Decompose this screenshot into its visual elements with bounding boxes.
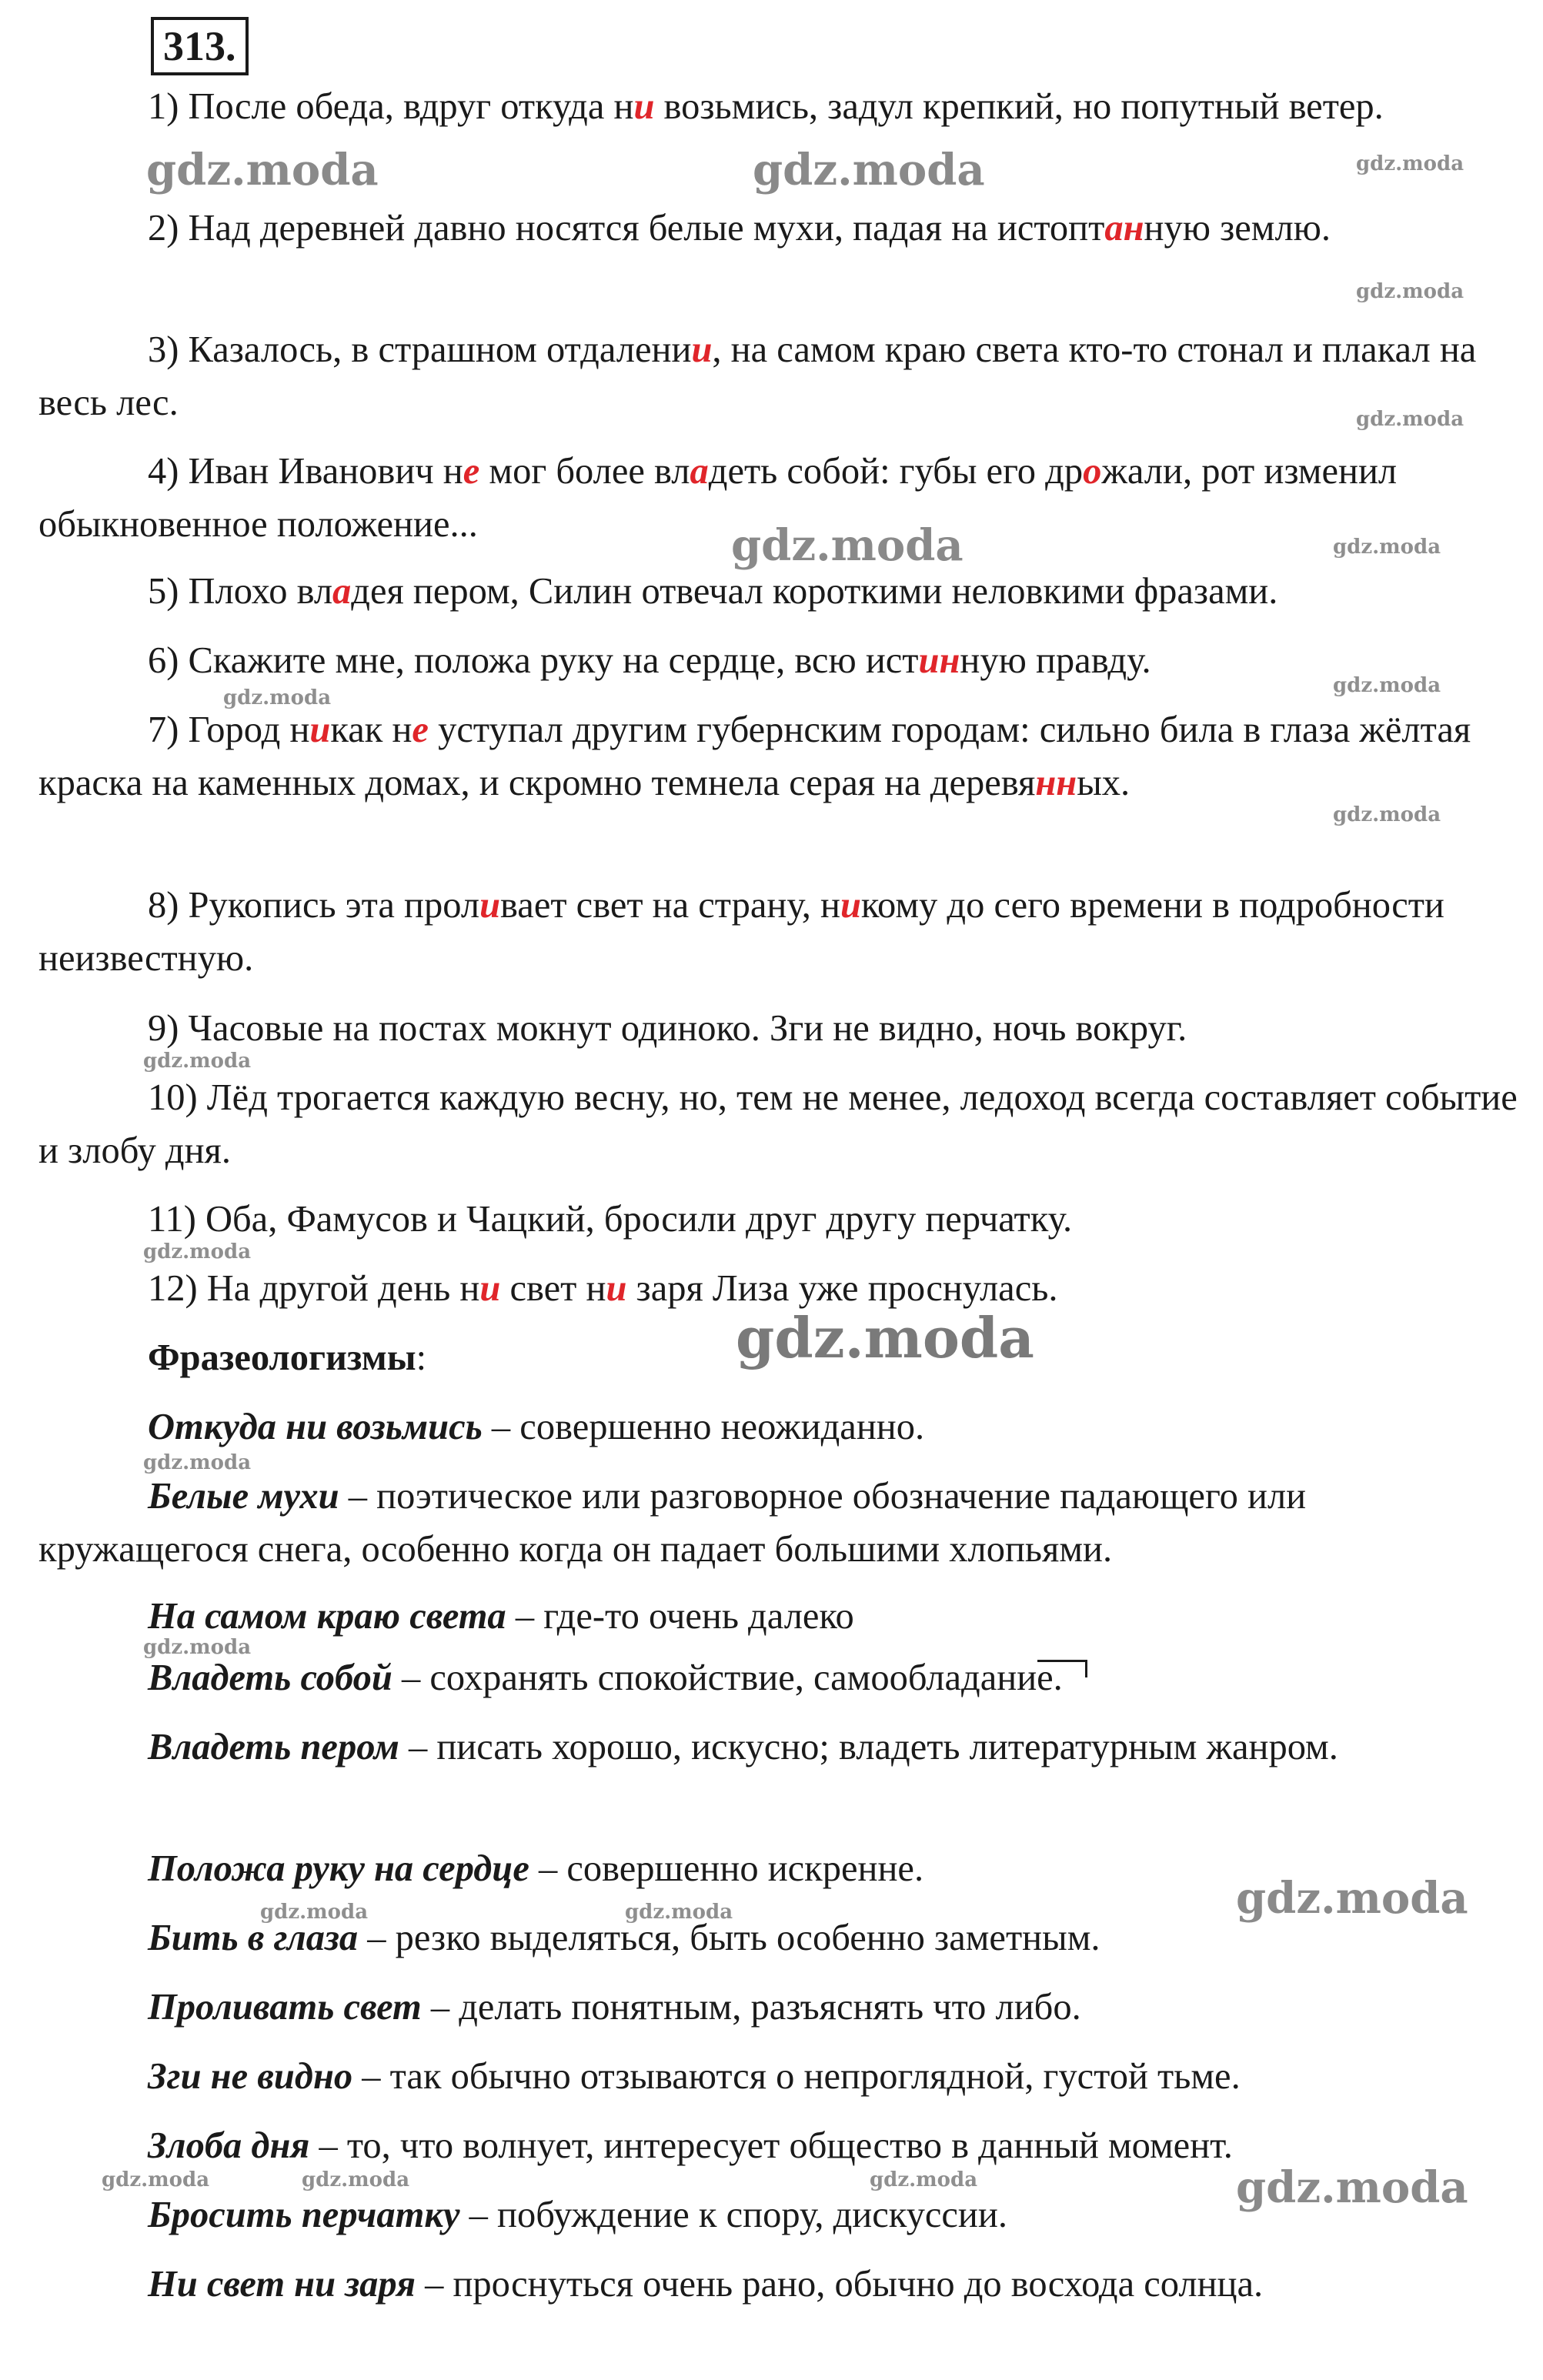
watermark: gdz.moda <box>1333 803 1441 826</box>
sentence-7: 7) Город никак не уступал другим губернским городам: сильно била в глаза жёлтая краска на каменных домах, и скромно темнела серая на деревянных. <box>38 709 1471 803</box>
watermark: gdz.moda <box>1333 536 1441 559</box>
sentence-11: 11) Оба, Фамусов и Чацкий, бросили друг другу перчатку. <box>148 1199 1073 1240</box>
phrase-item: Зги не видно – так обычно отзываются о непроглядной, густой тьме. <box>148 2056 1241 2097</box>
sentence-10: 10) Лёд трогается каждую весну, но, тем не менее, ледоход всегда составляет событие и злобу дня. <box>38 1077 1518 1171</box>
sentence-9: 9) Часовые на постах мокнут одиноко. Зги не видно, ночь вокруг. <box>148 1008 1187 1049</box>
watermark: gdz.moda <box>302 2168 410 2191</box>
watermark: gdz.moda <box>1236 1873 1468 1924</box>
watermark: gdz.moda <box>1333 674 1441 697</box>
sentence-1: 1) После обеда, вдруг откуда ни возьмись, задул крепкий, но попутный ветер. <box>148 86 1384 127</box>
phrase-item: Белые мухи – поэтическое или разговорное обозначение падающего или кружащегося снега, особенно когда он падает большими хлопьями. <box>38 1476 1307 1570</box>
watermark: gdz.moda <box>731 520 964 571</box>
watermark: gdz.moda <box>143 1451 252 1474</box>
watermark: gdz.moda <box>1356 280 1465 303</box>
watermark: gdz.moda <box>736 1305 1034 1370</box>
phrase-item: На самом краю света – где-то очень далеко <box>148 1596 854 1637</box>
phrase-item: Злоба дня – то, что волнует, интересует общество в данный момент. <box>148 2125 1233 2166</box>
sentence-12: 12) На другой день ни свет ни заря Лиза уже проснулась. <box>148 1268 1058 1309</box>
phrase-item: Владеть пером – писать хорошо, искусно; владеть литературным жанром. <box>148 1727 1338 1767</box>
root-bracket-mark <box>1037 1660 1087 1677</box>
sentence-6: 6) Скажите мне, положа руку на сердце, всю истинную правду. <box>148 640 1151 681</box>
watermark: gdz.moda <box>1356 408 1465 431</box>
sentence-4: 4) Иван Иванович не мог более владеть собой: губы его дрожали, рот изменил обыкновенное положение... <box>38 451 1398 545</box>
sentence-3: 3) Казалось, в страшном отдалении, на самом краю света кто-то стонал и плакал на весь лес. <box>38 329 1477 423</box>
phrase-item: Положа руку на сердце – совершенно искренне. <box>148 1848 924 1889</box>
phraseology-heading: Фразеологизмы: <box>148 1337 427 1378</box>
phrase-item: Откуда ни возьмись – совершенно неожиданно. <box>148 1407 925 1447</box>
watermark: gdz.moda <box>143 1636 252 1659</box>
watermark: gdz.moda <box>870 2168 978 2191</box>
watermark: gdz.moda <box>753 145 985 195</box>
watermark: gdz.moda <box>146 145 379 195</box>
phrase-item: Бросить перчатку – побуждение к спору, дискуссии. <box>148 2195 1007 2235</box>
exercise-number-box <box>151 17 249 75</box>
phrase-item: Владеть собой – сохранять спокойствие, самообладание. <box>148 1657 1063 1698</box>
phrase-item: Ни свет ни заря – проснуться очень рано, обычно до восхода солнца. <box>148 2264 1264 2305</box>
watermark: gdz.moda <box>1236 2162 1468 2213</box>
watermark: gdz.moda <box>143 1240 252 1263</box>
watermark: gdz.moda <box>625 1901 733 1924</box>
phrase-item: Проливать свет – делать понятным, разъяснять что либо. <box>148 1987 1081 2028</box>
phrase-item: Бить в глаза – резко выделяться, быть особенно заметным. <box>148 1918 1100 1958</box>
sentence-8: 8) Рукопись эта проливает свет на страну, никому до сего времени в подробности неизвестную. <box>38 885 1444 979</box>
watermark: gdz.moda <box>223 686 332 709</box>
watermark: gdz.moda <box>102 2168 210 2191</box>
watermark: gdz.moda <box>1356 152 1465 175</box>
exercise-number: 313. <box>163 23 236 69</box>
sentence-2: 2) Над деревней давно носятся белые мухи, падая на истоптанную землю. <box>148 208 1331 249</box>
watermark: gdz.moda <box>260 1901 369 1924</box>
watermark: gdz.moda <box>143 1050 252 1073</box>
sentence-5: 5) Плохо владея пером, Силин отвечал короткими неловкими фразами. <box>148 571 1278 612</box>
